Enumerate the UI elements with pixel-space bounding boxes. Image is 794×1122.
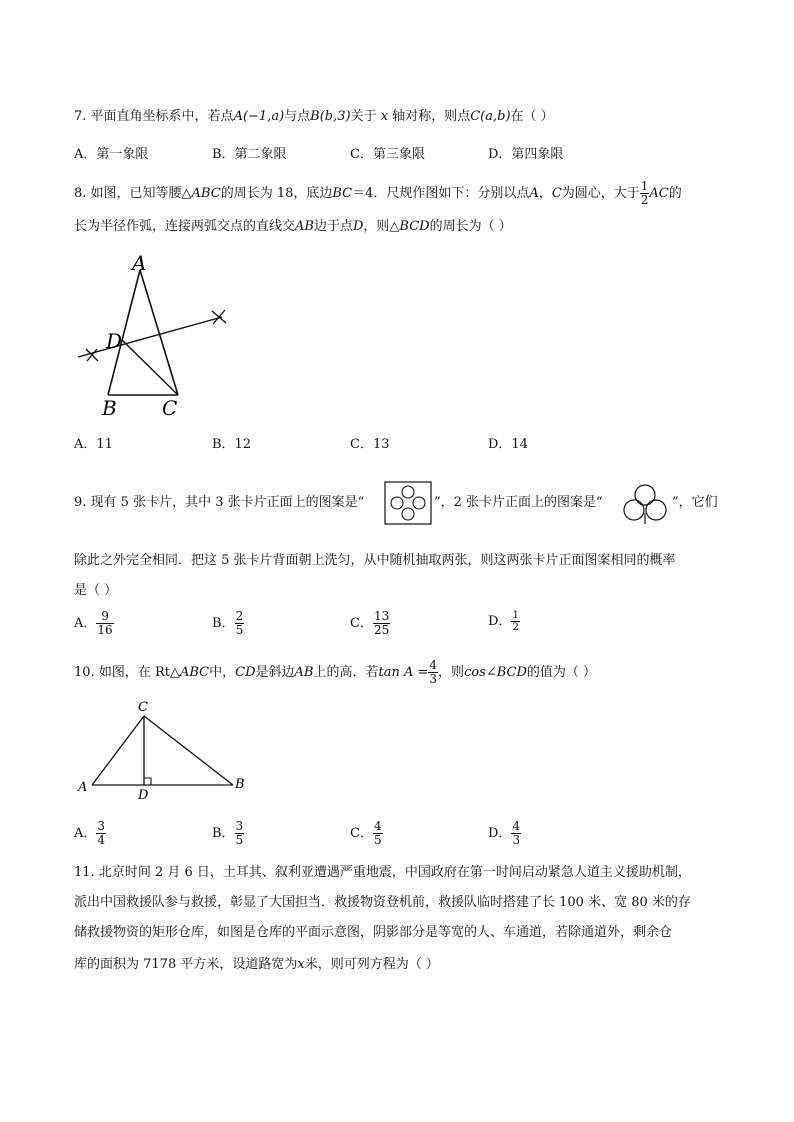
q7-option-b[interactable]: B．第二象限 [212,147,287,162]
q10-option-fraction [96,820,106,847]
q9-option-letter: C． [350,616,373,631]
q10-text: 上的高．若 [313,665,379,680]
q10-label-a: A [78,780,88,795]
frac-num: 4 [373,819,382,833]
q9-option-d[interactable] [488,610,520,633]
card-pattern-square-circles-icon [384,481,432,525]
frac-den: 3 [512,833,521,847]
q8-text: ＝4．尺规作图如下：分别以点 [352,186,530,201]
q11-var-x: x [297,957,305,972]
q11-number: 11. [74,865,95,880]
q10-text: 如图，在 Rt△ [98,665,180,680]
q10-option-b[interactable] [212,820,244,847]
q7-option-d[interactable]: D．第四象限 [488,147,564,162]
q7-point-b: B(b,3) [310,109,351,124]
frac-num: 4 [512,819,521,833]
q8-stem-line1 [74,180,682,207]
q10-text: 是斜边 [255,665,295,680]
q9-number: 9. [74,495,87,510]
frac-den: 25 [373,623,390,637]
q11-stem-line3: 储救援物资的矩形仓库，如图是仓库的平面示意图，阴影部分是等宽的人、车通道，若除通道外，剩余仓 [74,925,673,940]
q7-number: 7. [74,109,87,124]
q11-text: 北京时间 2 月 6 日，土耳其、叙利亚遭遇严重地震，中国政府在第一时间启动紧急人道主义援助机制， [98,865,691,880]
q10-side-ac [92,716,144,785]
q8-option-a[interactable]: A．11 [74,437,113,452]
q9-text-mid: ”，2 张卡片正面上的图案是“ [434,495,603,510]
q11-stem-line1 [74,864,691,882]
q7-option-a[interactable]: A．第一象限 [74,147,149,162]
q10-option-letter: A． [74,826,97,841]
q8-text: 如图，已知等腰△ [90,186,192,201]
q10-label-b: B [235,777,245,792]
q8-tri: ABC [191,186,221,201]
q8-label-d: D [106,329,123,353]
q10-label-c: C [138,700,148,715]
q11-stem-line2: 派出中国救援队参与救援，彰显了大国担当．救援物资登机前，救援队临时搭建了长 100 米、宽 80 米的存 [74,895,691,910]
q9-stem-line1 [74,494,364,512]
q8-figure [70,250,240,420]
frac-den: 5 [373,833,382,847]
q10-figure [72,696,252,806]
q8-text: 边于点 [313,219,353,234]
q10-option-letter: C． [350,826,373,841]
q10-option-fraction [511,820,521,847]
q9-option-fraction [511,610,519,633]
q8-option-b[interactable]: B．12 [212,437,252,452]
q8-text: 为圆心，大于 [561,186,640,201]
q7-text-b: 与点 [284,109,311,124]
q9-option-fraction [373,610,390,637]
q8-bc: BC [332,186,353,201]
q7-point-a: A(−1,a) [233,109,285,124]
frac-num: 3 [97,819,106,833]
q8-ac: AC [649,186,669,201]
q8-text: ，则△ [363,219,400,234]
q11-text: 库的面积为 7178 平方米，设道路宽为 [74,957,298,972]
q9-text-a: 现有 5 张卡片，其中 3 张卡片正面上的图案是“ [90,495,365,510]
q7-option-c[interactable]: C．第三象限 [350,147,425,162]
q10-stem [74,659,596,686]
q8-text: 长为半径作弧，连接两弧交点的直线交 [74,219,296,234]
q7-text-a: 平面直角坐标系中，若点 [90,109,234,124]
card-pattern-trefoil-icon [622,483,668,525]
q8-option-c[interactable]: C．13 [350,437,390,452]
frac-den: 5 [235,623,244,637]
q10-option-letter: D． [488,826,512,841]
q8-frac-den: 2 [640,193,649,207]
q7-text-c: 关于 [350,109,377,124]
q8-pd: D [352,219,364,234]
frac-num: 3 [235,819,244,833]
q10-cos-expr: cos∠BCD [464,665,527,680]
q9-stem-line2: 除此之外完全相同．把这 5 张卡片背面朝上洗匀，从中随机抽取两张，则这两张卡片正面图案相同的概率 [74,553,676,568]
q10-option-c[interactable] [350,820,383,847]
frac-num: 1 [512,610,519,621]
q9-text-end: ”，它们 [672,495,718,510]
q9-option-b[interactable] [212,610,244,637]
frac-den: 3 [429,672,438,686]
frac-num: 13 [373,609,390,623]
frac-den: 2 [512,622,519,633]
q8-label-c: C [162,396,178,420]
q8-text: 的周长为（ ） [429,219,512,234]
q10-tri: ABC [179,665,210,680]
q8-pa: A [529,186,539,201]
frac-den: 16 [97,623,113,637]
q8-label-a: A [132,251,147,275]
q9-option-fraction [235,610,245,637]
q10-text: 中， [209,665,236,680]
q10-right-angle-mark [144,778,151,785]
q9-option-fraction [96,610,113,637]
q7-point-c: C(a,b) [470,109,511,124]
q7-axis-var: x [380,109,389,124]
q10-tan-expr: tan A = [378,665,429,680]
q10-side-bc [144,716,233,785]
q8-option-d[interactable]: D．14 [488,437,528,452]
q10-cd: CD [235,665,256,680]
q10-label-d: D [138,788,149,803]
q9-option-letter: A． [74,616,97,631]
q10-option-letter: B． [212,826,235,841]
q10-text: 的值为（ ） [526,665,597,680]
q10-text: ，则 [438,665,465,680]
q8-text: 的周长为 18，底边 [220,186,333,201]
q11-stem-line4 [74,956,439,974]
q10-option-fraction [235,820,245,847]
frac-num: 4 [429,658,438,672]
frac-den: 5 [235,833,244,847]
q8-pc: C [551,186,562,201]
frac-num: 2 [235,609,244,623]
q8-fraction [640,180,650,207]
q10-option-fraction [373,820,383,847]
q8-number: 8. [74,186,87,201]
q9-option-letter: B． [212,616,235,631]
q8-comma: ， [538,186,552,201]
q9-option-letter: D． [488,614,512,629]
frac-num: 9 [96,610,113,624]
q8-stem-line2 [74,218,512,236]
frac-den: 4 [97,833,106,847]
q8-frac-num: 1 [640,179,649,193]
q7-stem [74,108,554,126]
q10-ab: AB [294,665,314,680]
q10-option-a[interactable] [74,820,106,847]
q8-bisector-line [78,317,222,357]
q10-option-d[interactable] [488,820,521,847]
q8-arc-mark-right [212,310,226,324]
q8-label-b: B [102,396,117,420]
q8-bcd: BCD [399,219,430,234]
q10-number: 10. [74,665,95,680]
q10-tan-fraction [428,659,438,686]
q9-option-a[interactable] [74,610,114,637]
q8-ab: AB [295,219,314,234]
q11-text: 米，则可列方程为（ ） [304,957,439,972]
q9-option-c[interactable] [350,610,390,637]
q7-text-e: 在（ ） [510,109,554,124]
q7-text-d: 轴对称，则点 [392,109,471,124]
q8-text: 的 [668,186,682,201]
q9-stem-line3: 是（ ） [74,583,118,598]
